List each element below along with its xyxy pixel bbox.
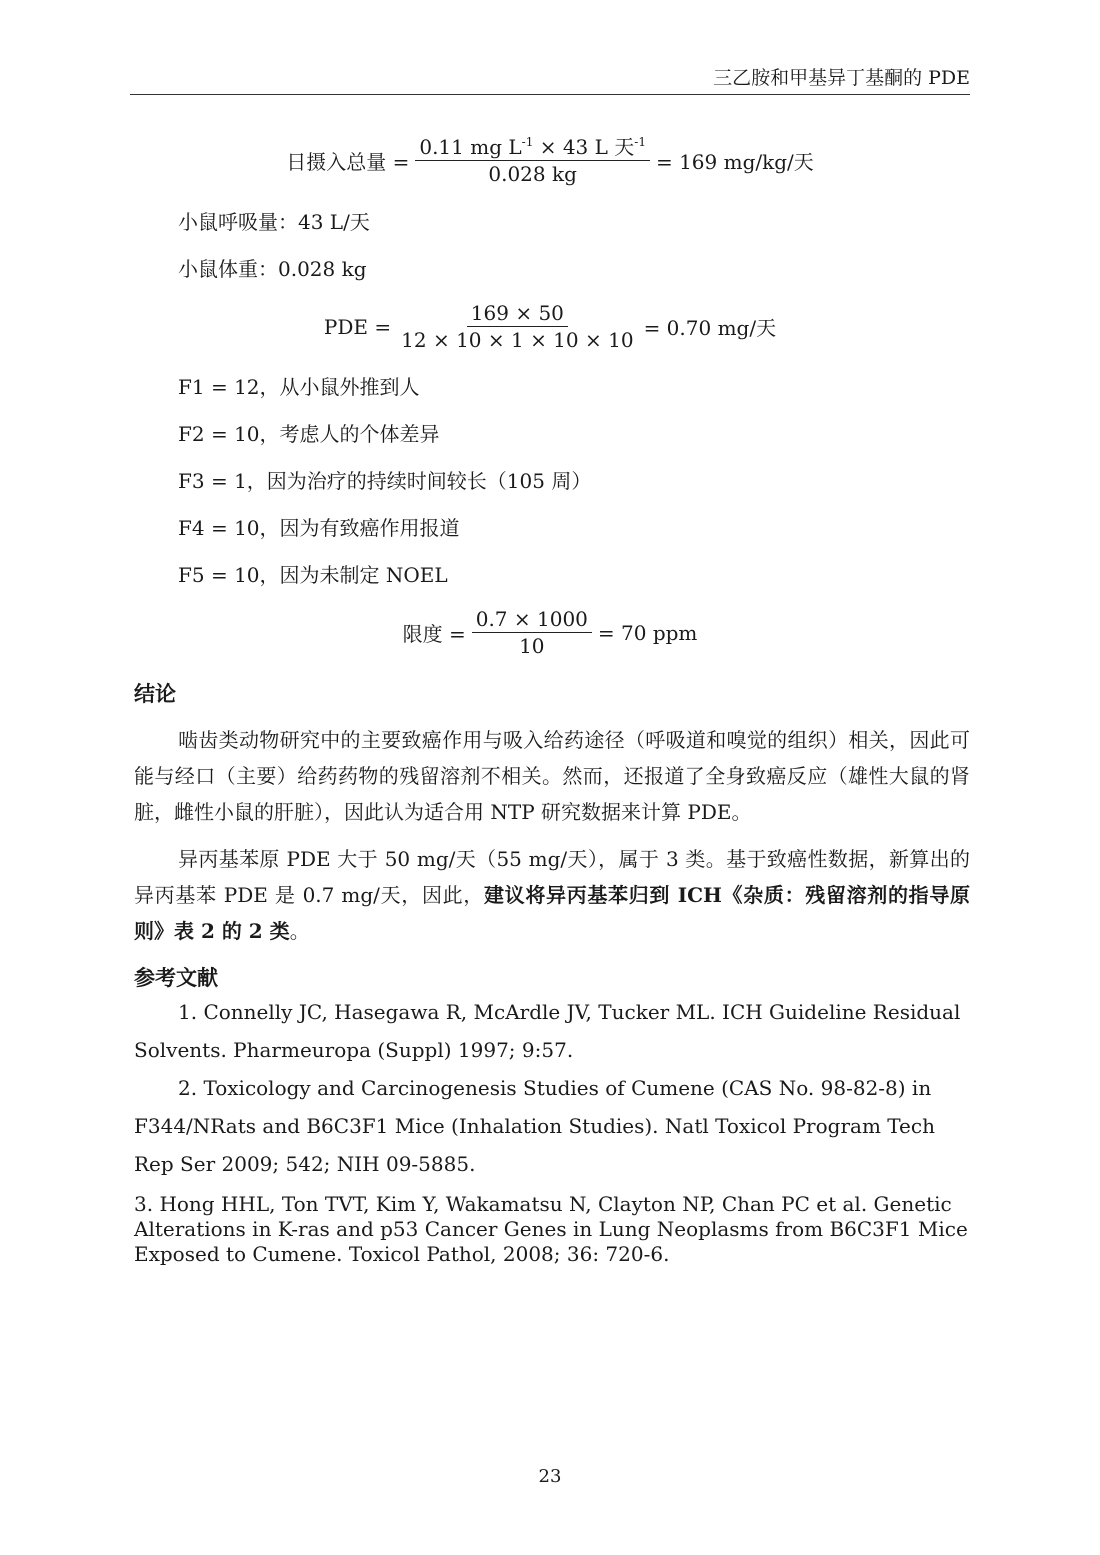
- equation-rhs: = 169 mg/kg/天: [655, 150, 814, 174]
- fraction-denominator: 10: [519, 634, 545, 658]
- running-header-title: 三乙胺和甲基异丁基酮的 PDE: [713, 67, 970, 89]
- running-header: [130, 62, 970, 95]
- factor-line: F1 = 12，从小鼠外推到人: [178, 375, 420, 399]
- recommendation-text: 建议将异丙基苯归到 ICH《杂质：残留溶剂的指导原则》表 2 的 2 类: [134, 883, 970, 943]
- equation-pde: [0, 300, 1100, 353]
- page-number: 23: [538, 1466, 562, 1487]
- factor-line: F4 = 10，因为有致癌作用报道: [178, 516, 460, 540]
- section-heading-references: 参考文献: [134, 965, 218, 990]
- conclusion-paragraph-2: [134, 841, 970, 949]
- factor-line: F5 = 10，因为未制定 NOEL: [178, 563, 448, 587]
- fraction-numerator: [415, 134, 650, 161]
- fraction: [397, 300, 637, 353]
- equation-rhs: = 0.70 mg/天: [643, 316, 777, 340]
- reference-item: 2. Toxicology and Carcinogenesis Studies of Cumene (CAS No. 98-82-8) in F344/NRats and B6C3F1 Mice (Inhalation Studies). Natl Toxicol Program Tech Rep Ser 2009; 542; NIH 09-5885.: [134, 1076, 935, 1176]
- equation-limit: [0, 606, 1100, 659]
- numerator-part: 0.11 mg L: [419, 135, 522, 159]
- equation-lhs: 限度 =: [402, 622, 466, 646]
- paragraph-text: 。: [289, 919, 310, 943]
- reference-item: 3. Hong HHL, Ton TVT, Kim Y, Wakamatsu N, Clayton NP, Chan PC et al. Genetic Alterations in K-ras and p53 Cancer Genes in Lung Neoplasms from B6C3F1 Mice Exposed to Cumene. Toxicol Pathol, 2008; 36: 720-6.: [134, 1192, 968, 1266]
- factor-line: F2 = 10，考虑人的个体差异: [178, 422, 440, 446]
- factor-line: F3 = 1，因为治疗的持续时间较长（105 周）: [178, 469, 592, 493]
- section-heading-conclusion: 结论: [134, 681, 176, 706]
- equation-lhs: PDE =: [323, 314, 392, 339]
- conclusion-paragraph-1: 啮齿类动物研究中的主要致癌作用与吸入给药途径（呼吸道和嗅觉的组织）相关，因此可能与经口（主要）给药药物的残留溶剂不相关。然而，还报道了全身致癌反应（雄性大鼠的肾脏，雌性小鼠的肝脏），因此认为适合用 NTP 研究数据来计算 PDE。: [134, 728, 970, 824]
- equation-total-intake: [0, 134, 1100, 187]
- numerator-part: × 43 L 天: [533, 135, 635, 159]
- fraction-denominator: 12 × 10 × 1 × 10 × 10: [401, 328, 634, 352]
- paragraph-text: 异丙基苯原 PDE 大于 50 mg/天（55 mg/天），属于 3 类。基于致癌性数据，新算出的异丙基苯 PDE 是 0.7 mg/天，因此，: [134, 847, 970, 907]
- equation-rhs: = 70 ppm: [597, 620, 698, 645]
- fraction-denominator: 0.028 kg: [488, 162, 577, 186]
- equation-lhs: 日摄入总量 =: [286, 150, 410, 174]
- superscript: -1: [634, 135, 646, 149]
- reference-item: 1. Connelly JC, Hasegawa R, McArdle JV, Tucker ML. ICH Guideline Residual Solvents. Pharmeuropa (Suppl) 1997; 9:57.: [134, 1000, 961, 1062]
- fraction: [472, 606, 592, 659]
- text-line: 小鼠体重：0.028 kg: [178, 257, 367, 281]
- fraction-numerator: 0.7 × 1000: [472, 606, 592, 633]
- superscript: -1: [521, 135, 534, 149]
- text-line: 小鼠呼吸量：43 L/天: [178, 210, 370, 234]
- fraction: [415, 134, 650, 187]
- fraction-numerator: 169 × 50: [467, 300, 568, 327]
